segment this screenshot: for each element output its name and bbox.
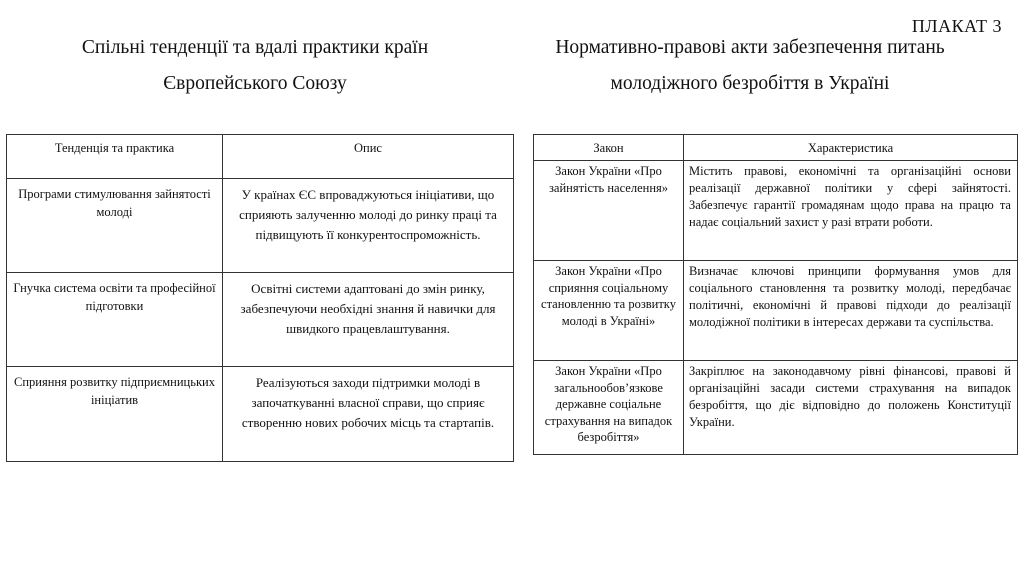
law-cell: Закон України «Про сприяння соціальному становленню та розвитку молоді в Україні» xyxy=(534,261,684,361)
table-header-row xyxy=(534,135,1018,161)
right-heading-line-1: Нормативно-правові акти забезпечення питань xyxy=(555,37,945,58)
description-cell: У країнах ЄС впроваджуються ініціативи, що сприяють залученню молоді до ринку праці та підвищують її конкурентоспроможність. xyxy=(223,179,514,273)
description-cell: Реалізуються заходи підтримки молоді в започаткуванні власної справи, що сприяє створенню нових робочих місць та стартапів. xyxy=(223,367,514,462)
table-row xyxy=(7,179,514,273)
left-heading xyxy=(20,30,490,102)
characteristic-cell: Закріплює на законодавчому рівні фінансові, правові й організаційні засади системи страхування на випадок безробіття, що діє відповідно до положень Конституції України. xyxy=(684,361,1018,455)
column-header-description: Опис xyxy=(223,135,514,179)
column-header-practice: Тенденція та практика xyxy=(7,135,223,179)
characteristic-cell: Визначає ключові принципи формування умов для соціального становлення та розвитку молоді, передбачає політичні, економічні й правові підходи до реалізації молодіжної політики в інтересах держави та суспільства. xyxy=(684,261,1018,361)
column-header-characteristic: Характеристика xyxy=(684,135,1018,161)
eu-practices-table xyxy=(6,134,514,462)
practice-cell: Сприяння розвитку підприємницьких ініціатив xyxy=(7,367,223,462)
law-cell: Закон України «Про зайнятість населення» xyxy=(534,161,684,261)
poster-label: ПЛАКАТ 3 xyxy=(911,16,1002,36)
table-row xyxy=(534,261,1018,361)
right-heading xyxy=(530,30,970,102)
characteristic-cell: Містить правові, економічні та організаційні основи реалізації державної політики у сфері зайнятості. Забезпечує гарантії громадянам щодо права на працю та надає соціальний захист у разі втрати роботи. xyxy=(684,161,1018,261)
table-row xyxy=(7,367,514,462)
left-heading-line-1: Спільні тенденції та вдалі практики країн xyxy=(81,37,429,58)
table-header-row xyxy=(7,135,514,179)
right-heading-line-2: молодіжного безробіття в Україні xyxy=(610,73,890,94)
left-heading-line-2: Європейського Союзу xyxy=(163,73,347,94)
column-header-law: Закон xyxy=(534,135,684,161)
practice-cell: Програми стимулювання зайнятості молоді xyxy=(7,179,223,273)
table-row xyxy=(534,161,1018,261)
description-cell: Освітні системи адаптовані до змін ринку, забезпечуючи необхідні знання й навички для швидкого працевлаштування. xyxy=(223,273,514,367)
table-row xyxy=(534,361,1018,455)
law-cell: Закон України «Про загальнообов’язкове державне соціальне страхування на випадок безробіття» xyxy=(534,361,684,455)
practice-cell: Гнучка система освіти та професійної підготовки xyxy=(7,273,223,367)
table-row xyxy=(7,273,514,367)
ukraine-laws-table xyxy=(533,134,1018,455)
